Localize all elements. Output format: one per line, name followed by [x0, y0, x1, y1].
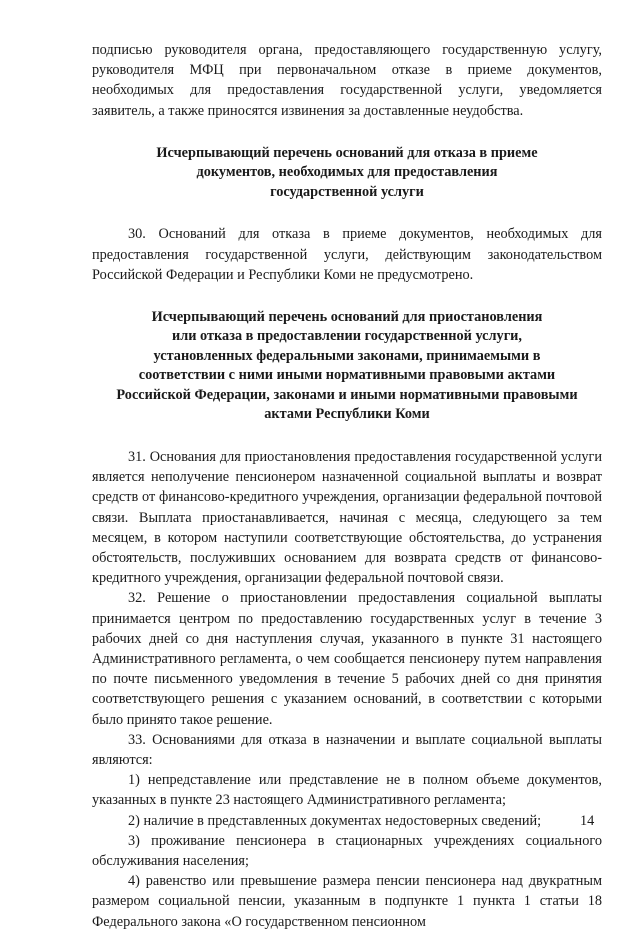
list-item-2: 2) наличие в представленных документах недостоверных сведений; [128, 812, 542, 829]
top-paragraph: подписью руководителя органа, предоставляющего государственную услугу, руководителя МФЦ при первоначальном отказе в приеме документов, необходимых для предоставления государственной услуги, уведомляется заявитель, а также приносятся извинения за доставленные неудобства. [92, 42, 602, 119]
paragraph-31: 31. Основания для приостановления предоставления государственной услуги является неполучение пенсионером назначенной социальной выплаты и возврат средств от финансово-кредитного учреждения, организации федеральной почтовой связи. Выплата приостанавливается, начиная с месяца, следующего за тем месяцем, в котором наступили соответствующие обстоятельства, до устранения обстоятельств, послуживших основанием для возврата средств от финансово-кредитного учреждения, организации федеральной почтовой связи. [92, 448, 602, 587]
paragraph-33: 33. Основаниями для отказа в назначении и выплате социальной выплаты являются: [92, 731, 602, 768]
heading-suspension-refusal [92, 308, 602, 425]
paragraph-32: 32. Решение о приостановлении предоставления социальной выплаты принимается центром по предоставлению государственных услуг в течение 3 рабочих дней со дня наступления случая, указанного в пункте 31 настоящего Административного регламента, о чем сообщается пенсионеру путем направления по почте письменного уведомления в течение 5 рабочих дней со дня принятия соответствующего решения с указанием оснований, в соответствии с которыми было принято такое решение. [92, 590, 602, 728]
heading-line: Исчерпывающий перечень оснований для отказа в приеме [156, 144, 538, 161]
heading-line: установленных федеральными законами, принимаемыми в [153, 347, 541, 364]
list-item-3: 3) проживание пенсионера в стационарных учреждениях социального обслуживания населения; [92, 832, 602, 869]
paragraph-30: 30. Оснований для отказа в приеме документов, необходимых для предоставления государственной услуги, действующим законодательством Российской Федерации и Республики Коми не предусмотрено. [92, 226, 602, 283]
heading-line: актами Республики Коми [264, 406, 430, 423]
list-item-1: 1) непредставление или представление не в полном объеме документов, указанных в пункте 23 настоящего Административного регламента; [92, 772, 602, 809]
heading-refusal-documents [92, 144, 602, 203]
page-number: 14 [580, 813, 595, 829]
document-body [92, 40, 602, 932]
heading-line: соответствии с ними иными нормативными правовыми актами [138, 367, 556, 384]
heading-line: документов, необходимых для предоставления [196, 164, 498, 181]
heading-line: государственной услуги [270, 183, 424, 200]
heading-line: или отказа в предоставлении государственной услуги, [171, 328, 522, 345]
heading-line: Российской Федерации, законами и иными нормативными правовыми [116, 386, 578, 403]
list-item-4: 4) равенство или превышение размера пенсии пенсионера над двукратным размером социальной пенсии, указанным в подпункте 1 пункта 1 статьи 18 Федерального закона «О государственном пенсионном [92, 873, 602, 930]
heading-line: Исчерпывающий перечень оснований для приостановления [151, 308, 543, 325]
